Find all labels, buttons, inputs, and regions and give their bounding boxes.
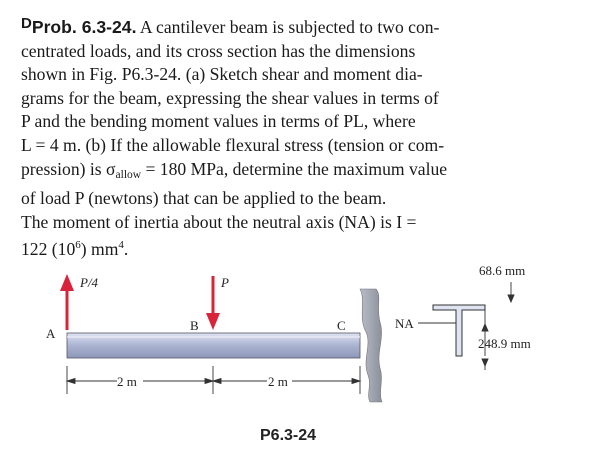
problem-line-8: of load P (newtons) that can be applied to the beam. — [21, 188, 387, 209]
problem-line-3: shown in Fig. P6.3-24. (a) Sketch shear and moment dia- — [21, 64, 423, 85]
point-c-label: C — [337, 318, 346, 333]
problem-line-6: L = 4 m. (b) If the allowable flexural stress (tension or com- — [21, 134, 445, 155]
problem-line-4: grams for the beam, expressing the shear values in terms of — [21, 87, 439, 108]
figure-caption: P6.3-24 — [260, 427, 317, 444]
problem-line-1: DProb. 6.3-24. A cantilever beam is subjected to two con- — [21, 15, 440, 37]
sigma-subscript: allow — [115, 168, 142, 181]
load-right-label: P — [221, 275, 229, 290]
na-label: NA — [395, 316, 414, 331]
problem-label: Prob. 6.3-24. — [31, 17, 137, 37]
load-left-label: P/4 — [80, 275, 99, 290]
flange-width-label: 68.6 mm — [479, 263, 526, 278]
dim-left-label: 2 m — [117, 374, 137, 389]
problem-line-10: 122 $(10^6)$ $mm^4$. — [21, 239, 129, 260]
load-arrow-left — [60, 274, 74, 330]
flange-dim-arrow — [508, 282, 514, 302]
fixed-wall — [360, 289, 382, 402]
problem-line-5: P and the bending moment values in terms of PL, where — [21, 111, 416, 132]
problem-line-9: The moment of inertia about the neutral axis (NA) is I = — [21, 211, 417, 232]
dim-right-label: 2 m — [268, 374, 288, 389]
depth-label: 248.9 mm — [478, 336, 531, 351]
point-a-label: A — [46, 326, 56, 341]
point-b-label: B — [190, 318, 199, 333]
problem-line-2: centrated loads, and its cross section has the dimensions — [21, 40, 416, 61]
load-arrow-right — [206, 276, 220, 330]
cross-section — [418, 305, 485, 356]
dimension-lines — [67, 366, 360, 394]
difficulty-mark: D — [21, 15, 32, 32]
problem-line-7: pression) is $\sigma_{allow} = 180$ MPa, determine the maximum value — [21, 158, 448, 181]
